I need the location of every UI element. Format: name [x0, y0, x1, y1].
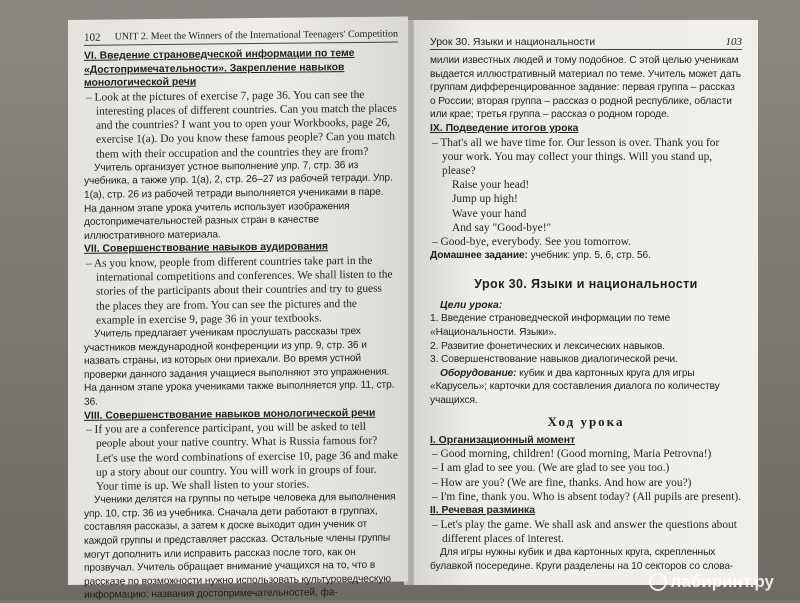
watermark-logo [649, 572, 774, 592]
right-intro-text: милии известных людей и тому подобное. С этой целью ученикам выдается иллюстративный материал по теме. Учитель может дать группам дифференцированное задание: первая группа – рассказ о России; вторая группа – рассказ о родной республике, области или крае; третья группа – рассказ о родном городе. [430, 55, 741, 121]
greeting-line: – Good morning, children! (Good morning, Maria Petrovna!) [432, 448, 712, 461]
labyrinth-icon [649, 573, 667, 591]
right-running-head [430, 36, 742, 50]
section6-speech: – Look at the pictures of exercise 7, page 36. You can see the interesting places of different countries. Can you match the places and the countries? I want you to open your Workbooks, page 26, exercise 1(a). Do you know these famous people? Can you match them with their occupation and the countries they are from? [86, 88, 397, 161]
section9-heading: IX. Подведение итогов урока [430, 122, 579, 134]
equipment-label: Оборудование: [440, 367, 517, 379]
homework-text: учебник: упр. 5, 6, стр. 56. [530, 250, 651, 262]
section2-text: Для игры нужны кубик и два картонных круга, скрепленных булавкой посередине. Круги разделены на 10 секторов со слова- [430, 546, 734, 572]
right-page-number: 103 [725, 36, 742, 48]
homework-line [430, 249, 742, 263]
section7-speech: – As you know, people from different countries take part in the international competitions and conferences. We shall listen to the stories of the participants about their countries and try to guess the places they are from. You can see the pictures and the example in exercise 9, page 36 in your textbooks. [86, 254, 393, 327]
right-page [414, 20, 758, 585]
closing-line: Wave your hand [452, 207, 527, 220]
left-running-title: UNIT 2. Meet the Winners of the International Teenagers' Competition [114, 28, 398, 43]
closing-line: And say "Good-bye!" [452, 221, 552, 234]
section7-heading: VII. Совершенствование навыков аудирования [84, 241, 328, 256]
goals-label: Цели урока: [440, 299, 503, 311]
lesson-title: Урок 30. Языки и национальности [474, 276, 698, 291]
left-page [68, 16, 408, 602]
greeting-line: – How are you? (We are fine, thanks. And how are you?) [432, 476, 692, 489]
section6-heading: VI. Введение страноведческой информации по теме «Достопримечательности». Закрепление навыков монологической речи [84, 47, 355, 90]
closing-line: – Good-bye, everybody. See you tomorrow. [432, 235, 632, 248]
course-title: Ход урока [547, 413, 625, 429]
section8-heading: VIII. Совершенствование навыков монологической речи [84, 407, 376, 422]
goal-item: 3. Совершенствование навыков диалогической речи. [430, 354, 678, 366]
section2-speech: – Let's play the game. We shall ask and answer the questions about different places of interest. [432, 518, 737, 545]
goal-item: 2. Развитие фонетических и лексических навыков. [430, 340, 665, 352]
section7-text: Учитель предлагает ученикам прослушать рассказы трех участников международной конференции из упр. 9, стр. 36 и назвать страны, из которых они приехали. Во время устной проверки данного задания учащиеся выполняют это упражнения. На данном этапе урока учениками также выполняется упр. 11, стр. 36. [84, 325, 395, 408]
open-book [68, 20, 758, 602]
section8-text: Ученики делятся на группы по четыре человека для выполнения упр. 10, стр. 36 из учебника. Сначала дети работают в группах, составляя рассказы, а затем к доске выходит один ученик от каждой группы и представляет рассказ. Остальные члены группы могут дополнить или исправить рассказ после того, как он прозвучал. Учитель обращает внимание учащихся на то, что в рассказе по возможности нужно использовать культуроведческую информацию: названия достопримечательностей, фа- [84, 491, 396, 602]
section6-text: Учитель организует устное выполнение упр. 7, стр. 36 из учебника, а также упр. 1(а), 2, стр. 26–27 из рабочей тетради. Упр. 1(а), стр. 26 из рабочей тетради выполняется учениками в паре. На данном этапе урока учитель использует изображения достопримечательностей разных стран в качестве иллюстративного материала. [84, 159, 393, 242]
goal-item: 1. Введение страноведческой информации по теме «Национальности. Языки». [430, 313, 671, 338]
equipment-text: кубик и два картонных круга для игры «Карусель»; карточки для составления диалога по количеству учащихся. [430, 367, 720, 406]
greeting-line: – I'm fine, thank you. Who is absent today? (All pupils are present). [432, 490, 741, 503]
closing-line: – That's all we have time for. Our lesson is over. Thank you for your work. You may collect your things. Will you stand up, please? [432, 136, 720, 177]
section8-speech: – If you are a conference participant, you will be asked to tell people about your native country. What is Russia famous for? Let's use the word combinations of exercise 10, page 36 and make up a story about our country. You will work in groups of four. Your time is up. We shall listen to your stories. [86, 421, 398, 493]
homework-label: Домашнее задание: [430, 250, 528, 262]
section2-heading: II. Речевая разминка [430, 504, 536, 516]
closing-line: Jump up high! [452, 193, 518, 206]
section1-heading: I. Организационный момент [430, 434, 576, 446]
left-page-number: 102 [84, 31, 101, 44]
greeting-line: – I am glad to see you. (We are glad to see you too.) [432, 462, 670, 475]
equipment-line [430, 367, 742, 408]
closing-line: Raise your head! [452, 179, 530, 192]
left-running-head [84, 29, 398, 46]
right-running-title: Урок 30. Языки и национальности [430, 36, 596, 48]
watermark-text: лабиринт.ру [670, 572, 774, 591]
